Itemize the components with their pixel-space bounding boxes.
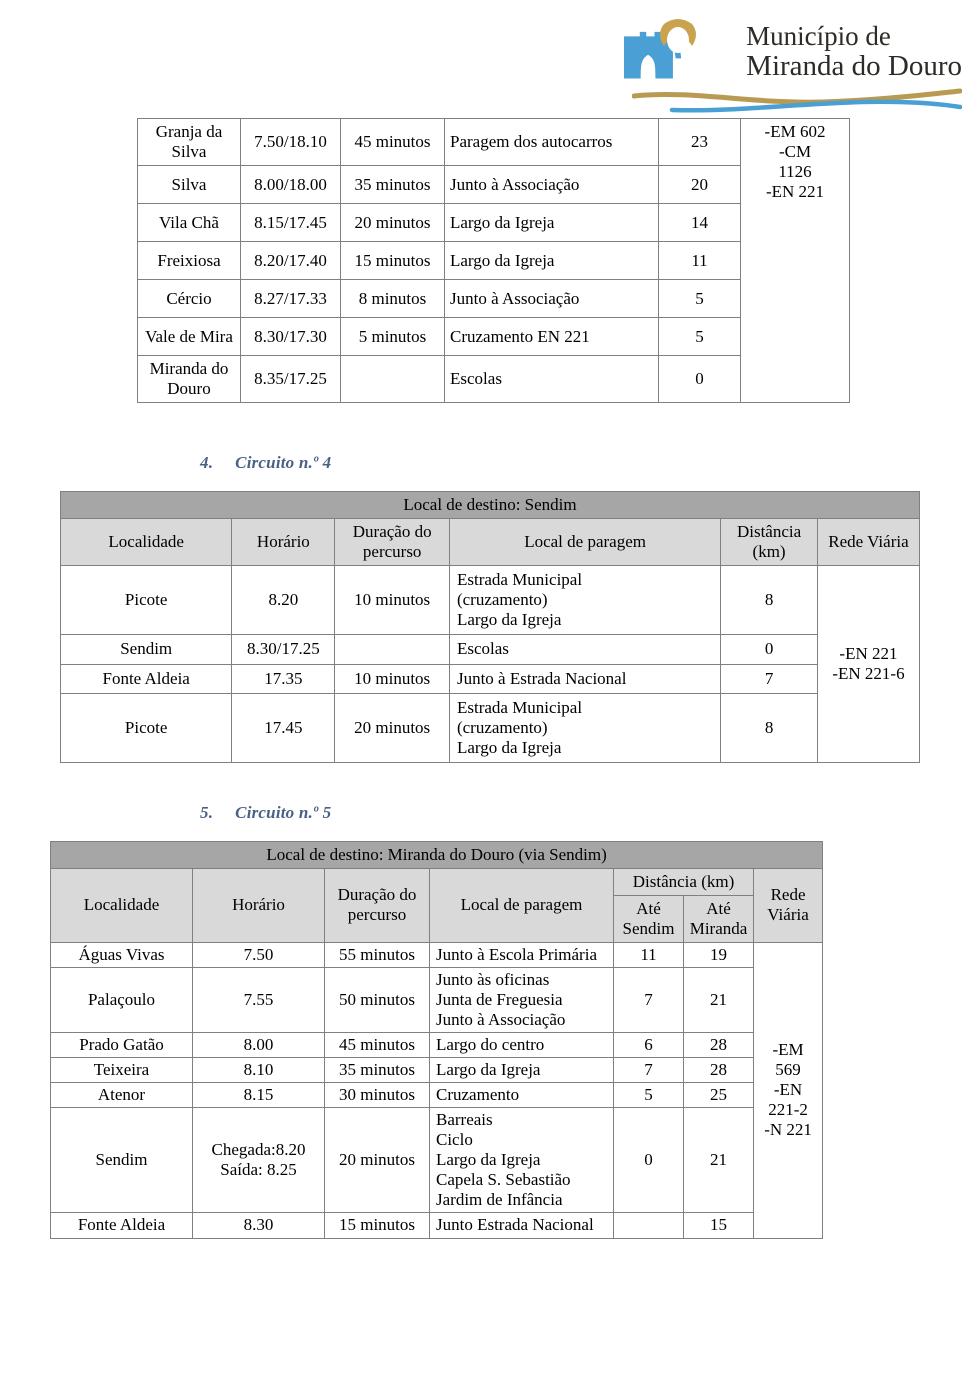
cell-duracao: 30 minutos xyxy=(325,1083,430,1108)
paragem-line: Barreais xyxy=(436,1110,493,1130)
paragem-line: Capela S. Sebastião xyxy=(436,1170,571,1190)
col-header-localidade: Localidade xyxy=(51,868,193,942)
table-header-destination-row xyxy=(51,841,823,868)
table-5-wrapper xyxy=(0,841,980,1239)
table-header-destination-row xyxy=(61,492,920,519)
cell-ate-miranda: 21 xyxy=(684,967,754,1032)
table-row xyxy=(61,566,920,635)
cell-horario: 8.20 xyxy=(232,566,335,635)
cell-localidade: Sendim xyxy=(51,1108,193,1213)
logo-wordmark xyxy=(746,18,962,82)
cell-paragem xyxy=(430,967,614,1032)
col-header-duracao: Duração do percurso xyxy=(335,519,450,566)
col-header-rede: Rede Viária xyxy=(754,868,823,942)
cell-localidade: Fonte Aldeia xyxy=(61,664,232,693)
cell-paragem xyxy=(430,1108,614,1213)
table-row xyxy=(51,1058,823,1083)
rede-line: -EM 569 xyxy=(772,1040,804,1080)
table-row xyxy=(51,1083,823,1108)
paragem-line: Ciclo xyxy=(436,1130,473,1150)
paragem-line: Estrada Municipal xyxy=(456,697,583,717)
paragem-line: (cruzamento) xyxy=(456,590,548,610)
table-row xyxy=(51,1108,823,1213)
cell-paragem: Cruzamento xyxy=(430,1083,614,1108)
circuit-4-heading-number: 4. xyxy=(200,453,214,473)
circuit-4-table xyxy=(60,491,920,763)
cell-ate-sendim xyxy=(614,1213,684,1238)
col-header-duracao: Duração do percurso xyxy=(325,868,430,942)
cell-distancia: 0 xyxy=(721,635,818,664)
cell-duracao: 10 minutos xyxy=(335,664,450,693)
cell-localidade: Cércio xyxy=(138,280,241,318)
cell-localidade: Silva xyxy=(138,166,241,204)
cell-distancia: 0 xyxy=(659,356,741,403)
col-header-distancia: Distância (km) xyxy=(614,868,754,895)
cell-distancia: 8 xyxy=(721,693,818,762)
cell-horario: 17.35 xyxy=(232,664,335,693)
cell-paragem: Largo do centro xyxy=(430,1033,614,1058)
circuit-5-heading-text: Circuito n.º 5 xyxy=(235,802,332,822)
cell-paragem xyxy=(449,566,720,635)
cell-paragem: Cruzamento EN 221 xyxy=(445,318,659,356)
cell-paragem: Escolas xyxy=(445,356,659,403)
cell-ate-miranda: 19 xyxy=(684,942,754,967)
rede-line: -EM 602 xyxy=(764,122,826,141)
cell-duracao: 5 minutos xyxy=(341,318,445,356)
cell-horario: 7.50/18.10 xyxy=(241,119,341,166)
cell-horario: 8.15/17.45 xyxy=(241,204,341,242)
paragem-line: Largo da Igreja xyxy=(456,610,562,630)
cell-horario: 8.30/17.25 xyxy=(232,635,335,664)
table-row xyxy=(51,942,823,967)
circuit-5-heading-number: 5. xyxy=(200,802,214,822)
rede-line: -EN 221-2 xyxy=(768,1080,808,1120)
paragem-line: (cruzamento) xyxy=(456,717,548,737)
table-4-wrapper xyxy=(0,491,980,763)
cell-paragem: Paragem dos autocarros xyxy=(445,119,659,166)
cell-distancia: 23 xyxy=(659,119,741,166)
paragem-line: Largo da Igreja xyxy=(436,1150,541,1170)
cell-localidade: Sendim xyxy=(61,635,232,664)
table-row xyxy=(51,967,823,1032)
cell-horario: 8.30 xyxy=(193,1213,325,1238)
cell-horario xyxy=(193,1108,325,1213)
horario-line: Chegada:8.20 xyxy=(211,1140,306,1160)
rede-line: -EN 221 xyxy=(765,182,825,202)
cell-localidade: Freixiosa xyxy=(138,242,241,280)
cell-distancia: 20 xyxy=(659,166,741,204)
cell-duracao: 35 minutos xyxy=(341,166,445,204)
paragem-line: Junta de Freguesia xyxy=(436,989,563,1009)
cell-duracao: 20 minutos xyxy=(335,693,450,762)
col-header-horario: Horário xyxy=(193,868,325,942)
circuit-4-heading xyxy=(0,453,980,473)
cell-ate-sendim: 7 xyxy=(614,967,684,1032)
cell-paragem xyxy=(449,693,720,762)
horario-line: Saída: 8.25 xyxy=(220,1160,297,1180)
cell-duracao xyxy=(341,356,445,403)
cell-duracao: 15 minutos xyxy=(341,242,445,280)
cell-duracao: 10 minutos xyxy=(335,566,450,635)
table-header-row xyxy=(61,519,920,566)
cell-localidade: Prado Gatão xyxy=(51,1033,193,1058)
cell-localidade: Picote xyxy=(61,566,232,635)
cell-paragem: Largo da Igreja xyxy=(430,1058,614,1083)
cell-duracao xyxy=(335,635,450,664)
cell-distancia: 7 xyxy=(721,664,818,693)
cell-ate-miranda: 28 xyxy=(684,1058,754,1083)
cell-horario: 17.45 xyxy=(232,693,335,762)
cell-localidade: Atenor xyxy=(51,1083,193,1108)
cell-ate-sendim: 7 xyxy=(614,1058,684,1083)
cell-paragem: Largo da Igreja xyxy=(445,204,659,242)
cell-ate-sendim: 0 xyxy=(614,1108,684,1213)
cell-paragem: Escolas xyxy=(449,635,720,664)
table-row xyxy=(61,635,920,664)
cell-ate-sendim: 11 xyxy=(614,942,684,967)
cell-rede-viaria xyxy=(754,942,823,1238)
table-row xyxy=(61,693,920,762)
cell-localidade: Águas Vivas xyxy=(51,942,193,967)
page-header xyxy=(0,0,980,118)
table-row xyxy=(51,1213,823,1238)
cell-localidade: Vale de Mira xyxy=(138,318,241,356)
cell-duracao: 20 minutos xyxy=(325,1108,430,1213)
cell-duracao: 20 minutos xyxy=(341,204,445,242)
cell-paragem: Junto à Estrada Nacional xyxy=(449,664,720,693)
rede-line: -CM xyxy=(778,142,812,162)
cell-ate-miranda: 15 xyxy=(684,1213,754,1238)
paragem-line: Junto às oficinas xyxy=(436,969,550,989)
col-header-distancia: Distância (km) xyxy=(721,519,818,566)
cell-duracao: 45 minutos xyxy=(341,119,445,166)
logo-line-2: Miranda do Douro xyxy=(746,50,962,83)
col-header-paragem: Local de paragem xyxy=(449,519,720,566)
rede-line: 1126 xyxy=(778,162,812,182)
cell-duracao: 35 minutos xyxy=(325,1058,430,1083)
cell-ate-miranda: 21 xyxy=(684,1108,754,1213)
circuit-5-heading xyxy=(0,803,980,823)
circuit-3-continuation-table xyxy=(137,118,850,403)
cell-horario: 8.30/17.30 xyxy=(241,318,341,356)
cell-distancia: 5 xyxy=(659,318,741,356)
cell-horario: 8.10 xyxy=(193,1058,325,1083)
table-top-wrapper xyxy=(0,118,980,403)
rede-line: -EN 221 xyxy=(839,643,898,663)
cell-duracao: 15 minutos xyxy=(325,1213,430,1238)
cell-distancia: 11 xyxy=(659,242,741,280)
cell-distancia: 8 xyxy=(721,566,818,635)
paragem-line: Estrada Municipal xyxy=(456,570,583,590)
cell-horario: 7.55 xyxy=(193,967,325,1032)
logo-line-1: Município de xyxy=(746,21,891,51)
cell-localidade: Teixeira xyxy=(51,1058,193,1083)
cell-distancia: 5 xyxy=(659,280,741,318)
cell-horario: 8.35/17.25 xyxy=(241,356,341,403)
cell-duracao: 45 minutos xyxy=(325,1033,430,1058)
cell-localidade: Fonte Aldeia xyxy=(51,1213,193,1238)
circuit-5-table xyxy=(50,841,823,1239)
cell-paragem: Junto à Escola Primária xyxy=(430,942,614,967)
cell-distancia: 14 xyxy=(659,204,741,242)
paragem-line: Junto à Associação xyxy=(436,1010,566,1030)
circuit-4-destination: Local de destino: Sendim xyxy=(61,492,920,519)
cell-ate-miranda: 28 xyxy=(684,1033,754,1058)
cell-horario: 8.27/17.33 xyxy=(241,280,341,318)
table-row xyxy=(61,664,920,693)
col-header-ate-sendim: Até Sendim xyxy=(614,895,684,942)
cell-horario: 8.00/18.00 xyxy=(241,166,341,204)
table-row xyxy=(138,119,850,166)
table-row xyxy=(51,1033,823,1058)
logo-swoosh-decoration xyxy=(632,88,962,114)
circuit-4-heading-text: Circuito n.º 4 xyxy=(235,453,332,473)
cell-localidade: Miranda do Douro xyxy=(138,356,241,403)
cell-ate-miranda: 25 xyxy=(684,1083,754,1108)
cell-paragem: Junto à Associação xyxy=(445,280,659,318)
circuit-5-destination: Local de destino: Miranda do Douro (via Sendim) xyxy=(51,841,823,868)
paragem-line: Largo da Igreja xyxy=(456,737,562,757)
cell-horario: 8.00 xyxy=(193,1033,325,1058)
col-header-ate-miranda: Até Miranda xyxy=(684,895,754,942)
cell-localidade: Granja da Silva xyxy=(138,119,241,166)
cell-duracao: 8 minutos xyxy=(341,280,445,318)
cell-duracao: 55 minutos xyxy=(325,942,430,967)
cell-horario: 8.20/17.40 xyxy=(241,242,341,280)
cell-localidade: Picote xyxy=(61,693,232,762)
cell-localidade: Vila Chã xyxy=(138,204,241,242)
col-header-localidade: Localidade xyxy=(61,519,232,566)
cell-paragem: Junto Estrada Nacional xyxy=(430,1213,614,1238)
col-header-paragem: Local de paragem xyxy=(430,868,614,942)
cell-paragem: Largo da Igreja xyxy=(445,242,659,280)
col-header-rede: Rede Viária xyxy=(817,519,919,566)
cell-duracao: 50 minutos xyxy=(325,967,430,1032)
rede-line: -N 221 xyxy=(764,1120,812,1140)
rede-line: -EN 221-6 xyxy=(832,664,905,684)
table-header-row-upper xyxy=(51,868,823,895)
cell-paragem: Junto à Associação xyxy=(445,166,659,204)
cell-rede-viaria xyxy=(741,119,850,403)
cell-horario: 7.50 xyxy=(193,942,325,967)
cell-ate-sendim: 5 xyxy=(614,1083,684,1108)
cell-rede-viaria xyxy=(817,566,919,762)
cell-ate-sendim: 6 xyxy=(614,1033,684,1058)
paragem-line: Jardim de Infância xyxy=(436,1190,563,1210)
cell-localidade: Palaçoulo xyxy=(51,967,193,1032)
cell-horario: 8.15 xyxy=(193,1083,325,1108)
col-header-horario: Horário xyxy=(232,519,335,566)
